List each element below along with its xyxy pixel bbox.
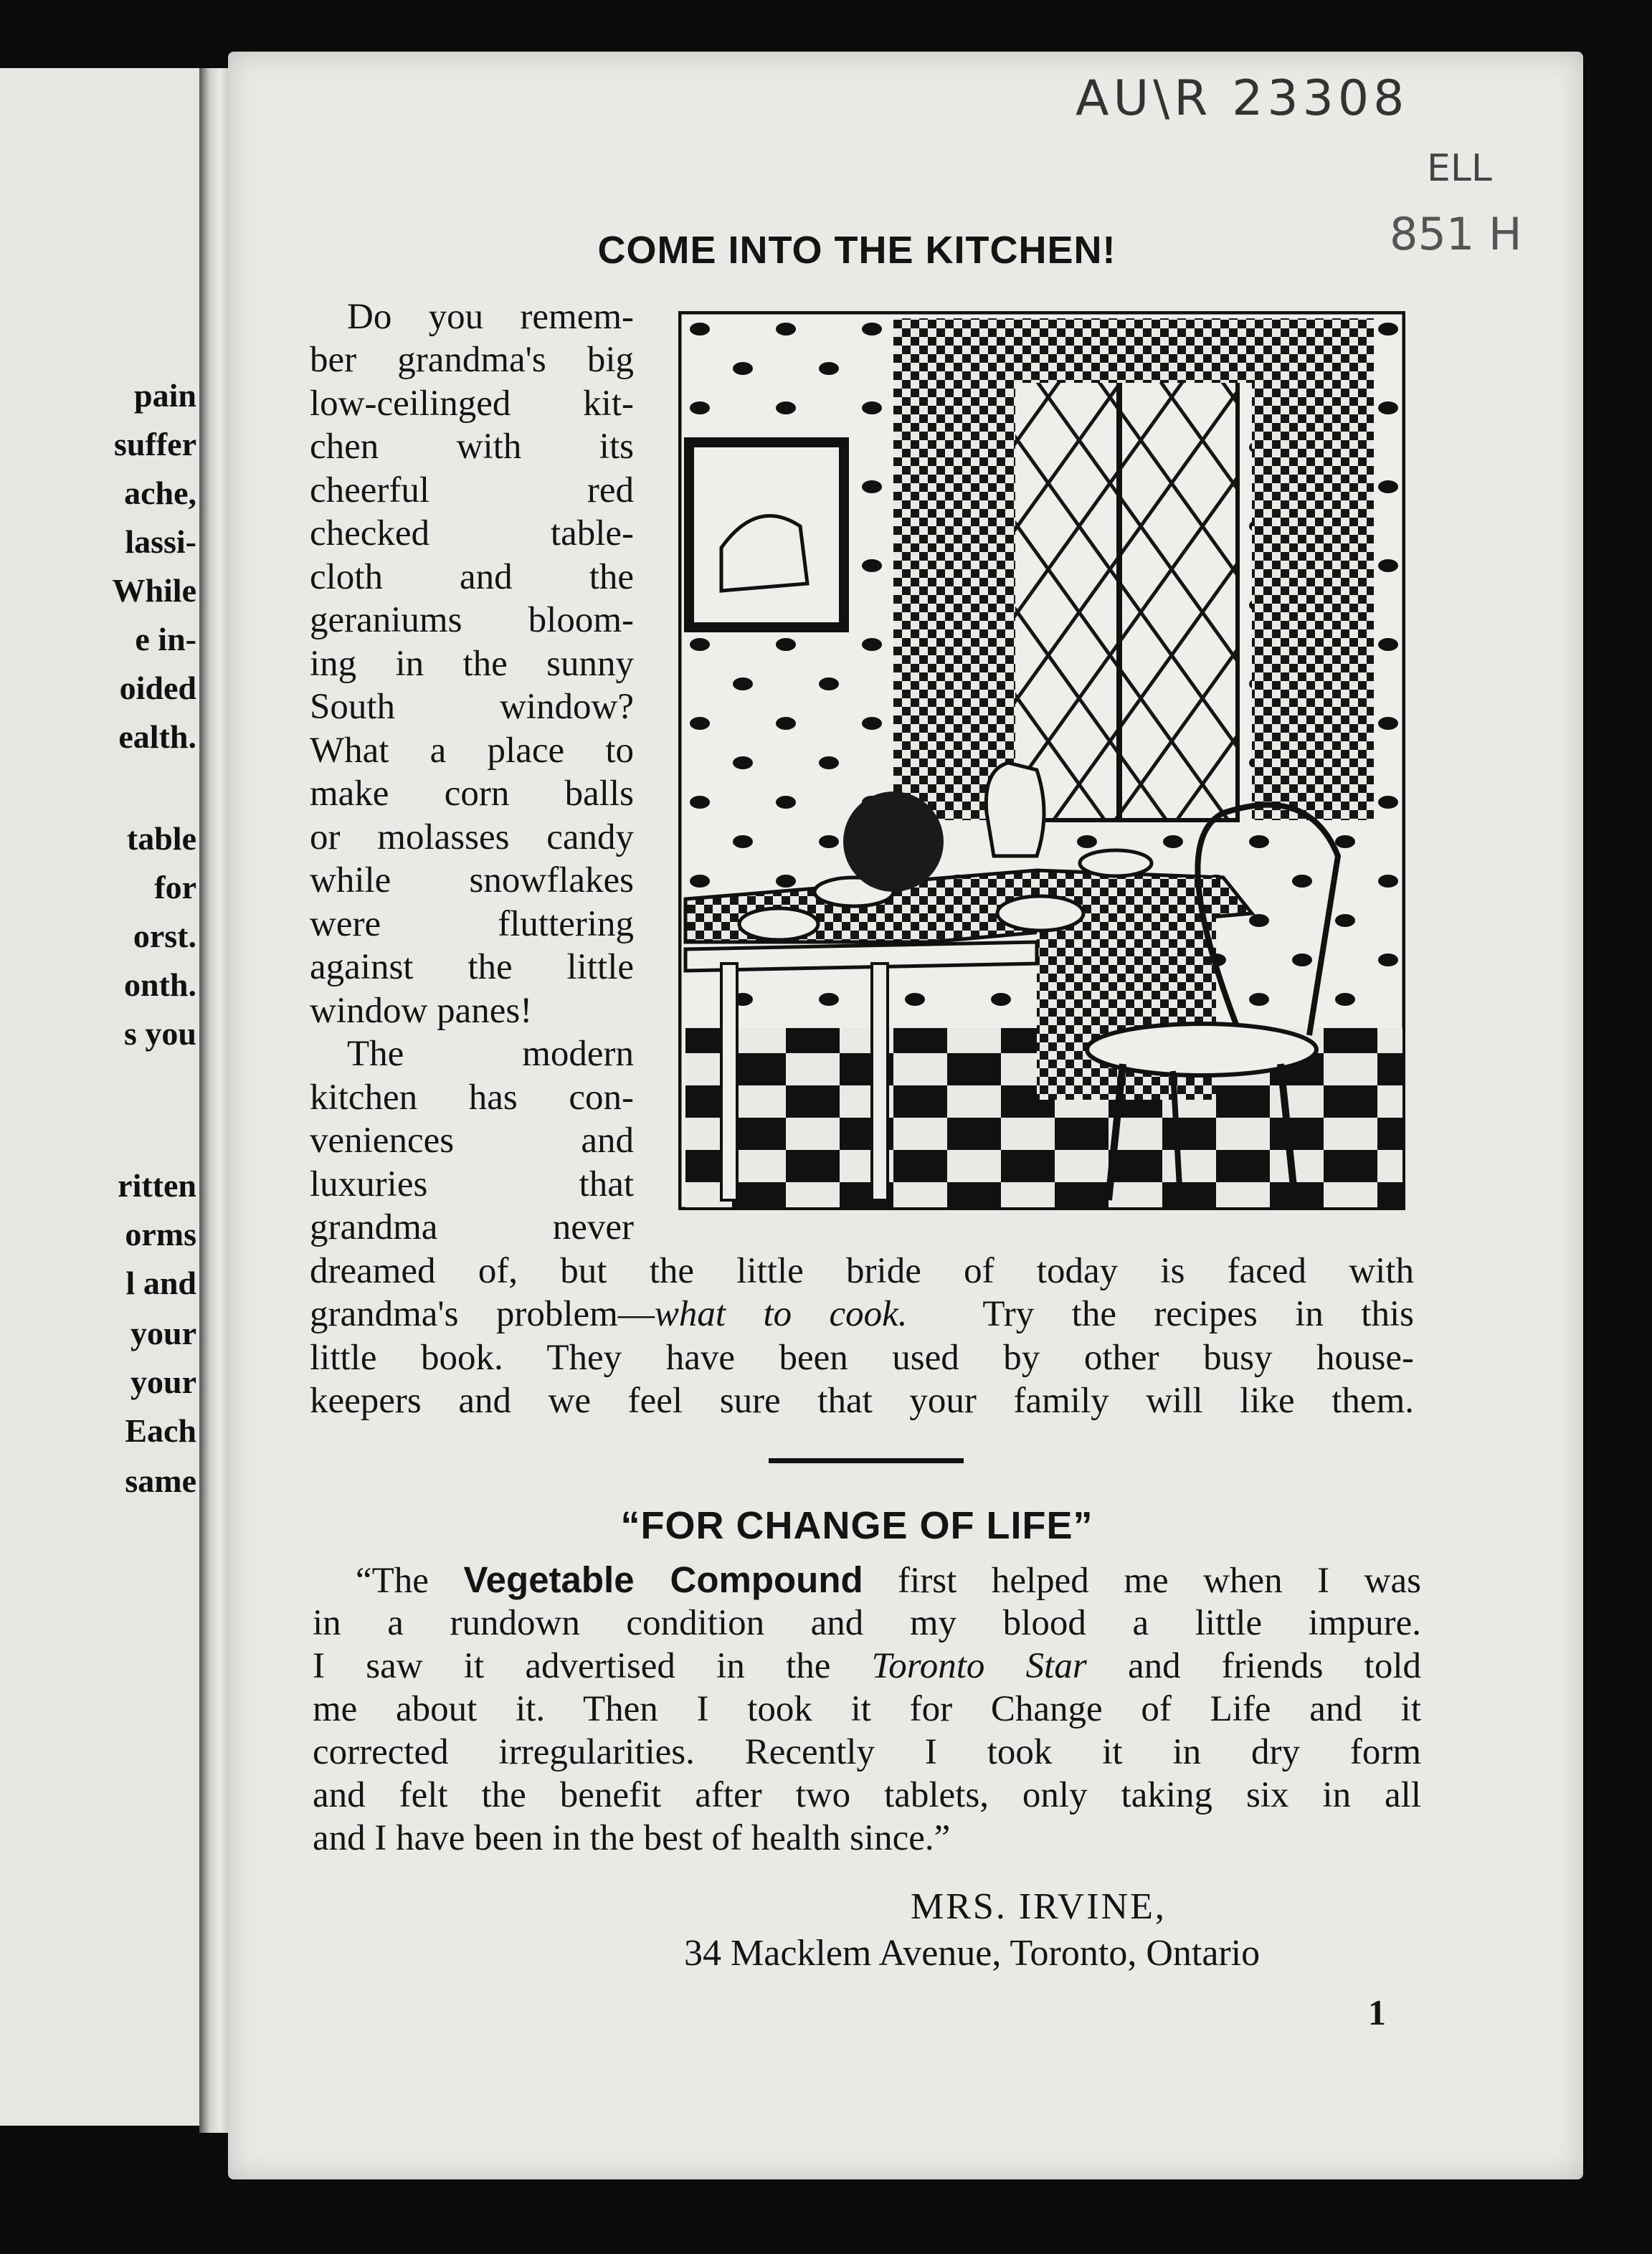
text-line: ing in the sunny [310,644,634,684]
left-fragment: same [125,1463,196,1499]
left-fragment: oided [119,670,196,706]
left-fragment: table [126,820,196,857]
left-fragment: orst. [133,918,196,954]
text-line: make corn balls [310,774,634,814]
text-line: chen with its [310,427,634,467]
page-number: 1 [1368,1992,1386,2032]
left-fragment: lassi- [125,523,196,560]
text-line: cloth and the [310,557,634,597]
signature-name: MRS. IRVINE, [911,1886,1167,1927]
text-line: me about it. Then I took it for Change of Life and it [313,1689,1421,1729]
text-line: or molasses candy [310,817,634,857]
text-line [313,1559,1421,1602]
left-fragment: ritten [118,1167,196,1204]
text-span: Try the recipes in this [982,1294,1414,1334]
testimonial-title: “FOR CHANGE OF LIFE” [620,1504,1093,1547]
left-fragment: l and [125,1265,196,1301]
call-number-line-2: ELL [1427,147,1492,190]
product-name: Vegetable Compound [463,1559,863,1600]
text-line: and I have been in the best of health since.” [313,1818,951,1858]
text-line: against the little [310,947,634,987]
text-line: South window? [310,687,634,727]
text-line: grandma never [310,1207,634,1247]
text-line: keepers and we feel sure that your family will like them. [310,1381,1414,1421]
signature-address: 34 Macklem Avenue, Toronto, Ontario [684,1933,1261,1974]
left-fragment: ealth. [118,718,196,755]
text-line: veniences and [310,1121,634,1161]
left-fragment: Each [125,1412,196,1449]
text-line: were fluttering [310,904,634,944]
text-span: and friends told [1127,1646,1422,1686]
left-fragment: for [154,869,196,905]
text-line: little book. They have been used by other busy house- [310,1338,1414,1378]
text-line: The modern [347,1034,634,1074]
text-span: I saw it advertised in the [313,1646,831,1686]
previous-page-edge [0,68,199,2126]
text-line: geraniums bloom- [310,600,634,640]
text-line: cheerful red [310,470,634,510]
left-fragment: pain [134,377,196,414]
kitchen-illustration [678,311,1405,1210]
left-fragment: your [130,1315,196,1351]
newspaper-name: Toronto Star [871,1646,1087,1686]
text-line: and felt the benefit after two tablets, only taking six in all [313,1775,1421,1815]
text-line: in a rundown condition and my blood a little impure. [313,1603,1421,1643]
text-line: corrected irregularities. Recently I took it in dry form [313,1732,1421,1772]
text-span: grandma's problem— [310,1294,655,1334]
text-line: window panes! [310,991,533,1031]
text-line: What a place to [310,731,634,771]
left-fragment: s you [124,1015,196,1052]
text-span: “The [356,1561,429,1601]
text-line: checked table- [310,513,634,553]
italic-phrase: what to cook. [654,1294,908,1334]
left-fragment: ache, [124,475,196,511]
text-line: dreamed of, but the little bride of today is faced with [310,1251,1414,1291]
call-number-line-3: 851 H [1390,208,1522,260]
left-fragment: your [130,1364,196,1400]
text-line [313,1645,1421,1688]
text-line: ber grandma's big [310,340,634,380]
section-divider [769,1458,964,1463]
left-fragment: onth. [124,966,196,1003]
text-line [310,1293,1414,1336]
text-span: first helped me when I was [898,1561,1421,1601]
left-fragment: While [112,572,196,609]
text-line: luxuries that [310,1164,634,1204]
article-title: COME INTO THE KITCHEN! [597,229,1116,272]
left-fragment: orms [125,1216,196,1252]
text-line: low-ceilinged kit- [310,384,634,424]
call-number: AU\R 23308 [1076,70,1409,127]
text-line: kitchen has con- [310,1078,634,1118]
left-fragment: e in- [135,621,196,657]
text-line: Do you remem- [347,297,634,337]
text-line: while snowflakes [310,860,634,900]
left-fragment: suffer [114,426,196,462]
